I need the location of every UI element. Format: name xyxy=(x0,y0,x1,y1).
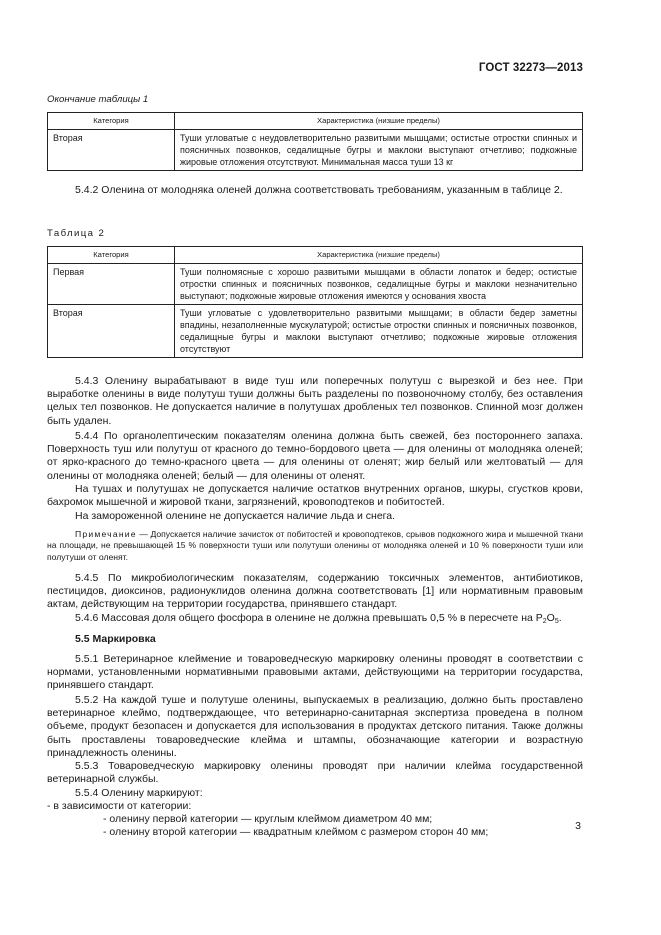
document-header: ГОСТ 32273—2013 xyxy=(478,62,583,74)
column-header-category: Категория xyxy=(48,113,175,130)
paragraph-5-5-2: 5.5.2 На каждой туше и полутуше оленины, выпускаемых в реализацию, должно быть проставлено ветеринарное клеймо, подтверждающее, что ветеринарно-санитарная экспертиза проведена в полном объеме, продукт безопасен и допускается для использования в продуктах детского питания. Также должны быть проставлены товароведческие клейма и штампы, обозначающие категории и возрастную принадлежность оленины. xyxy=(47,694,583,759)
note-text: — Допускается наличие зачисток от побитостей и кровоподтеков, срывов подкожного жира и мышечной ткани на площади, не превышающей 15 % поверхности туши или полутуши оленины от молодняка оленей и 10 % поверхности туши или полутуши от оленят. xyxy=(47,529,583,562)
paragraph-5-5-3: 5.5.3 Товароведческую маркировку оленины проводят при наличии клейма государственной ветеринарной службы. xyxy=(47,760,583,786)
list-item: - в зависимости от категории: xyxy=(47,800,192,812)
note-label: Примечание xyxy=(75,529,137,539)
cell-category: Вторая xyxy=(48,130,175,171)
table-row xyxy=(48,305,583,358)
column-header-characteristic: Характеристика (низшие пределы) xyxy=(175,113,583,130)
list-item: - оленину первой категории — круглым клеймом диаметром 40 мм; xyxy=(103,813,433,825)
table-header-row xyxy=(48,247,583,264)
paragraph-5-4-6 xyxy=(47,612,583,628)
paragraph-5-4-5: 5.4.5 По микробиологическим показателям, содержанию токсичных элементов, антибиотиков, пестицидов, диоксинов, радионуклидов оленина должна соответствовать [1] или нормативным правовым актам, действующим на территории государства, принявшего стандарт. xyxy=(47,572,583,611)
paragraph-5-5-4: 5.5.4 Оленину маркируют: xyxy=(75,787,203,799)
oxygen-symbol: O xyxy=(546,612,555,624)
cell-category: Вторая xyxy=(48,305,175,358)
table-header-row xyxy=(48,113,583,130)
table2-caption: Таблица 2 xyxy=(47,228,106,239)
column-header-characteristic: Характеристика (низшие пределы) xyxy=(175,247,583,264)
cell-category: Первая xyxy=(48,264,175,305)
table-1 xyxy=(47,112,583,171)
page-number: 3 xyxy=(575,820,581,832)
cell-characteristic: Туши угловатые с удовлетворительно развитыми мышцами; в области бедер заметны впадины, незаполненные мускулатурой; остистые отростки спинных и поясничных позвонков, седалищные бугры и маклоки выступают отчетливо; подкожные жировые отложения отсутствуют xyxy=(175,305,583,358)
paragraph-5-5-1: 5.5.1 Ветеринарное клеймение и товароведческую маркировку оленины проводят в соответствии с нормами, установленными нормативными правовыми актами, действующими на территории государства, принявшего стандарт. xyxy=(47,653,583,692)
cell-characteristic: Туши угловатые с неудовлетворительно развитыми мышцами; остистые отростки спинных и поясничных позвонков, седалищные бугры и маклоки выступают отчетливо; подкожные жировые отложения отсутствуют. Минимальная масса туши 13 кг xyxy=(175,130,583,171)
cell-characteristic: Туши полномясные с хорошо развитыми мышцами в области лопаток и бедер; остистые отростки спинных и поясничных позвонков, седалищные бугры и маклоки незначительно выступают; подкожные жировые отложения имеются у основания хвоста xyxy=(175,264,583,305)
paragraph-frozen: На замороженной оленине не допускается наличие льда и снега. xyxy=(75,510,396,522)
table-row xyxy=(48,264,583,305)
column-header-category: Категория xyxy=(48,247,175,264)
paragraph-carcass-defects: На тушах и полутушах не допускается наличие остатков внутренних органов, шкуры, сгустков крови, бахромок мышечной и жировой ткани, загрязнений, кровоподтеков и побитостей. xyxy=(47,483,583,509)
table-2 xyxy=(47,246,583,358)
list-item: - оленину второй категории — квадратным клеймом с размером сторон 40 мм; xyxy=(103,826,489,838)
paragraph-5-4-4: 5.4.4 По органолептическим показателям оленина должна быть свежей, без постороннего запаха. Поверхность туш или полутуш от красного до темно-бордового цвета — для оленины от молодняка оленей; от ярко-красного до темно-красного цвета — для оленины от оленят; жир белый или желтоватый — для оленины от молодняка оленей; белый — для оленины от оленят. xyxy=(47,430,583,482)
paragraph-5-4-3: 5.4.3 Оленину вырабатывают в виде туш или поперечных полутуш с вырезкой и без нее. При выработке оленины в виде полутуш туши должны быть разделены по позвоночному столбу, без оставления целых тел позвонков. Не допускается наличие в полутушах дробленых тел позвонков. Спинной мозг должен быть удален. xyxy=(47,375,583,427)
note xyxy=(47,529,583,563)
period: . xyxy=(558,612,562,624)
subscript: 2 xyxy=(542,618,547,625)
paragraph-5-4-2: 5.4.2 Оленина от молодняка оленей должна соответствовать требованиям, указанным в таблице 2. xyxy=(75,184,563,196)
table-row xyxy=(48,130,583,171)
table1-caption: Окончание таблицы 1 xyxy=(47,94,149,105)
section-heading-5-5: 5.5 Маркировка xyxy=(75,633,156,645)
subscript: 5 xyxy=(554,618,559,625)
paragraph-5-4-6-text: 5.4.6 Массовая доля общего фосфора в оленине не должна превышать 0,5 % в пересчете на P xyxy=(75,612,543,624)
